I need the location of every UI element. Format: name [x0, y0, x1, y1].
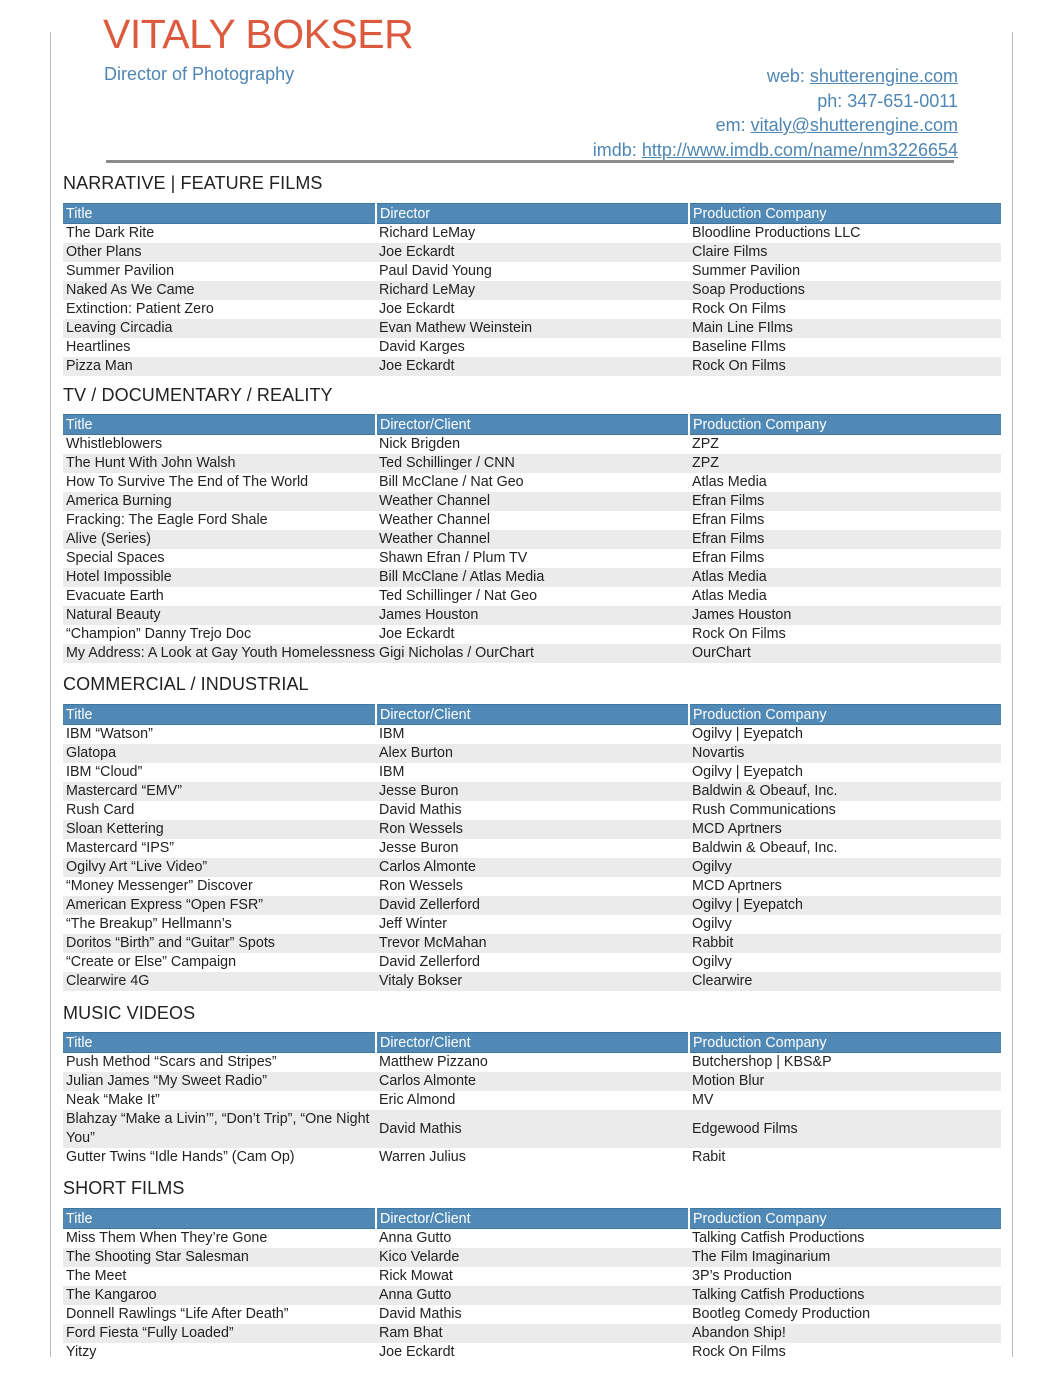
cell-production-company: Ogilvy | Eyepatch: [692, 764, 803, 780]
cell-production-company: Butchershop | KBS&P: [692, 1054, 832, 1070]
table-row: [63, 338, 1001, 357]
cell-production-company: Rabbit: [689, 934, 1001, 953]
cell-director: Weather Channel: [376, 530, 689, 549]
table-header-row: [63, 204, 1001, 224]
cell-title: Heartlines: [66, 339, 131, 355]
cell-director: Anna Gutto: [379, 1230, 452, 1246]
cell-title: American Express “Open FSR”: [63, 896, 376, 915]
cell-director: Nick Brigden: [379, 436, 461, 452]
table-row: [63, 1229, 1001, 1249]
cell-production-company: Ogilvy: [692, 954, 732, 970]
table-row: [63, 953, 1001, 972]
table-row: [63, 744, 1001, 763]
phone-value: 347-651-0011: [847, 90, 958, 111]
section-title-narrative-feature-films: NARRATIVE | FEATURE FILMS: [63, 173, 323, 193]
column-header-director-client: Director/Client: [376, 1033, 689, 1053]
table-row: [63, 915, 1001, 934]
cell-title: America Burning: [63, 492, 376, 511]
cell-director: Richard LeMay: [376, 281, 689, 300]
table-row: [63, 568, 1001, 587]
cell-production-company: Baldwin & Obeauf, Inc.: [689, 782, 1001, 801]
table-row: [63, 530, 1001, 549]
cell-director: Trevor McMahan: [376, 934, 689, 953]
table-row: [63, 262, 1001, 281]
column-header-production-company: Production Company: [689, 204, 1001, 224]
cell-director: David Zellerford: [379, 954, 480, 970]
cell-production-company: 3P’s Production: [692, 1268, 792, 1284]
resume-role: Director of Photography: [104, 64, 295, 84]
imdb-link[interactable]: http://www.imdb.com/name/nm3226654: [641, 139, 958, 160]
cell-title: Blahzay “Make a Livin’”, “Don’t Trip”, “One Night You”: [63, 1110, 376, 1148]
table-row: [63, 1072, 1001, 1091]
cell-production-company: MCD Aprtners: [689, 820, 1001, 839]
table-row: [63, 1091, 1001, 1110]
cell-production-company: Soap Productions: [689, 281, 1001, 300]
page-right-border: [1012, 32, 1013, 1357]
table-row: [63, 820, 1001, 839]
cell-director: James Houston: [376, 606, 689, 625]
cell-title: Naked As We Came: [63, 281, 376, 300]
cell-director: Jeff Winter: [379, 916, 448, 932]
cell-production-company: Atlas Media: [692, 474, 767, 490]
cell-production-company: James Houston: [689, 606, 1001, 625]
credits-table-commercial-industrial: [63, 704, 1001, 991]
table-row: [63, 300, 1001, 319]
table-header-row: [63, 1209, 1001, 1229]
table-row: [63, 1343, 1001, 1362]
cell-director: Bill McClane / Atlas Media: [376, 568, 689, 587]
cell-production-company: Baseline FIlms: [692, 339, 786, 355]
cell-production-company: ZPZ: [692, 436, 720, 452]
column-header-title: Title: [63, 705, 376, 725]
cell-production-company: MV: [692, 1092, 714, 1108]
cell-production-company: Talking Catfish Productions: [692, 1230, 865, 1246]
table-row: [63, 801, 1001, 820]
cell-title: Alive (Series): [63, 530, 376, 549]
cell-production-company: Ogilvy | Eyepatch: [692, 726, 803, 742]
table-row: [63, 1248, 1001, 1267]
column-header-production-company: Production Company: [689, 415, 1001, 435]
cell-director: IBM: [379, 764, 405, 780]
credits-table-narrative-feature-films: [63, 203, 1001, 376]
cell-director: Joe Eckardt: [376, 243, 689, 262]
contact-phone: ph: 347-651-0011: [817, 90, 958, 111]
table-row: [63, 511, 1001, 530]
cell-title: Mastercard “IPS”: [66, 840, 175, 856]
cell-title: Fracking: The Eagle Ford Shale: [66, 512, 268, 528]
column-header-production-company: Production Company: [689, 1033, 1001, 1053]
table-row: [63, 763, 1001, 782]
cell-production-company: Baldwin & Obeauf, Inc.: [692, 840, 838, 856]
table-header-row: [63, 705, 1001, 725]
cell-title: Rush Card: [66, 802, 135, 818]
cell-production-company: Clearwire: [689, 972, 1001, 991]
cell-production-company: Ogilvy: [689, 858, 1001, 877]
cell-director: Carlos Almonte: [376, 1072, 689, 1091]
cell-title: Clearwire 4G: [63, 972, 376, 991]
table-row: [63, 473, 1001, 492]
cell-production-company: Claire Films: [689, 243, 1001, 262]
cell-production-company: Efran Films: [689, 492, 1001, 511]
credits-table-tv-documentary-reality: [63, 414, 1001, 663]
cell-director: Evan Mathew Weinstein: [376, 319, 689, 338]
cell-title: Neak “Make It”: [66, 1092, 160, 1108]
cell-title: My Address: A Look at Gay Youth Homelessness: [63, 644, 376, 663]
web-link[interactable]: shutterengine.com: [809, 66, 958, 86]
cell-title: Ogilvy Art “Live Video”: [63, 858, 376, 877]
cell-title: The Shooting Star Salesman: [63, 1248, 376, 1267]
cell-director: Rick Mowat: [379, 1268, 453, 1284]
cell-production-company: Atlas Media: [692, 588, 767, 604]
table-row: [63, 1053, 1001, 1073]
section-title-tv-documentary-reality: TV / DOCUMENTARY / REALITY: [63, 385, 333, 405]
cell-production-company: OurChart: [689, 644, 1001, 663]
cell-director: Ted Schillinger / CNN: [376, 454, 689, 473]
cell-title: The Kangaroo: [63, 1286, 376, 1305]
cell-production-company: Talking Catfish Productions: [689, 1286, 1001, 1305]
cell-title: Glatopa: [63, 744, 376, 763]
cell-title: Julian James “My Sweet Radio”: [63, 1072, 376, 1091]
cell-production-company: Bootleg Comedy Production: [692, 1306, 871, 1322]
cell-production-company: Summer Pavilion: [692, 263, 801, 279]
contact-web: web: shutterengine.com: [766, 66, 958, 86]
cell-director: Warren Julius: [379, 1149, 466, 1165]
table-row: [63, 934, 1001, 953]
cell-director: Anna Gutto: [376, 1286, 689, 1305]
section-title-commercial-industrial: COMMERCIAL / INDUSTRIAL: [63, 674, 309, 694]
cell-production-company: Rock On Films: [692, 1344, 786, 1360]
cell-director: Ram Bhat: [376, 1324, 689, 1343]
table-row: [63, 224, 1001, 244]
table-row: [63, 357, 1001, 376]
table-row: [63, 606, 1001, 625]
cell-title: Doritos “Birth” and “Guitar” Spots: [63, 934, 376, 953]
column-header-production-company: Production Company: [689, 705, 1001, 725]
column-header-title: Title: [63, 1033, 376, 1053]
header-divider: [106, 160, 954, 163]
table-row: [63, 549, 1001, 568]
cell-production-company: The Film Imaginarium: [689, 1248, 1001, 1267]
cell-title: The Hunt With John Walsh: [63, 454, 376, 473]
table-row: [63, 1267, 1001, 1286]
cell-title: IBM “Watson”: [66, 726, 153, 742]
cell-director: Richard LeMay: [379, 225, 476, 241]
cell-title: Ford Fiesta “Fully Loaded”: [63, 1324, 376, 1343]
column-header-title: Title: [63, 415, 376, 435]
email-link[interactable]: vitaly@shutterengine.com: [750, 115, 958, 135]
cell-director: Jesse Buron: [376, 782, 689, 801]
cell-director: Ron Wessels: [376, 820, 689, 839]
cell-production-company: ZPZ: [689, 454, 1001, 473]
cell-title: Extinction: Patient Zero: [66, 301, 214, 317]
cell-title: Whistleblowers: [66, 436, 163, 452]
cell-director: Ted Schillinger / Nat Geo: [379, 588, 538, 604]
cell-production-company: Ogilvy | Eyepatch: [689, 896, 1001, 915]
table-row: [63, 972, 1001, 991]
cell-title: “The Breakup” Hellmann’s: [66, 916, 232, 932]
cell-title: Other Plans: [63, 243, 376, 262]
table-header-row: [63, 1033, 1001, 1053]
cell-director: David Mathis: [376, 1110, 689, 1148]
cell-director: David Mathis: [379, 802, 462, 818]
table-row: [63, 858, 1001, 877]
cell-director: Alex Burton: [376, 744, 689, 763]
cell-title: Natural Beauty: [63, 606, 376, 625]
cell-director: Weather Channel: [379, 512, 491, 528]
table-row: [63, 1110, 1001, 1148]
table-row: [63, 1286, 1001, 1305]
column-header-title: Title: [63, 204, 376, 224]
table-row: [63, 454, 1001, 473]
cell-title: Pizza Man: [63, 357, 376, 376]
table-row: [63, 587, 1001, 606]
cell-production-company: MCD Aprtners: [692, 878, 782, 894]
table-header-row: [63, 415, 1001, 435]
cell-title: Sloan Kettering: [63, 820, 376, 839]
cell-production-company: Atlas Media: [689, 568, 1001, 587]
cell-director: Joe Eckardt: [379, 626, 455, 642]
cell-director: Matthew Pizzano: [379, 1054, 488, 1070]
cell-title: “Champion” Danny Trejo Doc: [66, 626, 252, 642]
cell-title: Hotel Impossible: [63, 568, 376, 587]
cell-title: Miss Them When They’re Gone: [66, 1230, 268, 1246]
cell-title: The Dark Rite: [66, 225, 155, 241]
table-row: [63, 877, 1001, 896]
cell-title: Gutter Twins “Idle Hands” (Cam Op): [66, 1149, 295, 1165]
cell-director: Bill McClane / Nat Geo: [379, 474, 524, 490]
column-header-director: Director: [376, 204, 689, 224]
cell-title: Leaving Circadia: [63, 319, 376, 338]
column-header-director-client: Director/Client: [376, 705, 689, 725]
cell-title: Special Spaces: [66, 550, 165, 566]
cell-director: Gigi Nicholas / OurChart: [376, 644, 689, 663]
cell-director: Eric Almond: [379, 1092, 456, 1108]
column-header-production-company: Production Company: [689, 1209, 1001, 1229]
cell-production-company: Efran Films: [692, 550, 765, 566]
table-row: [63, 1305, 1001, 1324]
table-row: [63, 644, 1001, 663]
cell-production-company: Efran Films: [689, 530, 1001, 549]
cell-title: The Meet: [66, 1268, 127, 1284]
cell-production-company: Edgewood Films: [689, 1110, 1001, 1148]
section-title-short-films: SHORT FILMS: [63, 1178, 185, 1198]
table-row: [63, 839, 1001, 858]
cell-title: Evacuate Earth: [66, 588, 164, 604]
table-row: [63, 435, 1001, 455]
cell-production-company: Ogilvy: [692, 916, 732, 932]
cell-director: Joe Eckardt: [376, 357, 689, 376]
page-left-border: [50, 32, 51, 1357]
cell-director: Weather Channel: [376, 492, 689, 511]
table-row: [63, 281, 1001, 300]
cell-director: Shawn Efran / Plum TV: [379, 550, 528, 566]
cell-production-company: Rock On Films: [689, 357, 1001, 376]
table-row: [63, 243, 1001, 262]
table-row: [63, 1324, 1001, 1343]
column-header-title: Title: [63, 1209, 376, 1229]
cell-title: How To Survive The End of The World: [66, 474, 309, 490]
credits-table-short-films: [63, 1208, 1001, 1362]
cell-production-company: Efran Films: [692, 512, 765, 528]
cell-director: David Mathis: [379, 1306, 462, 1322]
cell-director: David Karges: [379, 339, 465, 355]
cell-director: Carlos Almonte: [376, 858, 689, 877]
cell-title: “Money Messenger” Discover: [66, 878, 253, 894]
cell-production-company: Rock On Films: [692, 626, 786, 642]
cell-title: Summer Pavilion: [66, 263, 175, 279]
cell-title: Yitzy: [66, 1344, 97, 1360]
cell-production-company: Rush Communications: [692, 802, 836, 818]
cell-title: Mastercard “EMV”: [63, 782, 376, 801]
cell-production-company: Abandon Ship!: [689, 1324, 1001, 1343]
table-row: [63, 896, 1001, 915]
resume-name: VITALY BOKSER: [103, 11, 414, 57]
cell-director: Kico Velarde: [376, 1248, 689, 1267]
column-header-director-client: Director/Client: [376, 415, 689, 435]
cell-title: Push Method “Scars and Stripes”: [66, 1054, 277, 1070]
contact-imdb: imdb: http://www.imdb.com/name/nm3226654: [592, 139, 958, 160]
table-row: [63, 725, 1001, 745]
table-row: [63, 782, 1001, 801]
cell-director: Jesse Buron: [379, 840, 459, 856]
cell-director: Joe Eckardt: [379, 301, 455, 317]
column-header-director-client: Director/Client: [376, 1209, 689, 1229]
table-row: [63, 319, 1001, 338]
cell-director: Paul David Young: [379, 263, 492, 279]
cell-director: Joe Eckardt: [379, 1344, 455, 1360]
cell-title: IBM “Cloud”: [66, 764, 143, 780]
cell-director: David Zellerford: [376, 896, 689, 915]
cell-production-company: Motion Blur: [689, 1072, 1001, 1091]
cell-production-company: Rock On Films: [692, 301, 786, 317]
credits-table-music-videos: [63, 1032, 1001, 1167]
section-title-music-videos: MUSIC VIDEOS: [63, 1003, 196, 1023]
table-row: [63, 1148, 1001, 1167]
cell-director: Vitaly Bokser: [376, 972, 689, 991]
table-row: [63, 625, 1001, 644]
cell-director: IBM: [379, 726, 405, 742]
cell-production-company: Bloodline Productions LLC: [692, 225, 861, 241]
cell-production-company: Main Line FIlms: [689, 319, 1001, 338]
table-row: [63, 492, 1001, 511]
contact-block: [593, 64, 958, 162]
contact-email: em: vitaly@shutterengine.com: [715, 115, 958, 135]
cell-production-company: Rabit: [692, 1149, 726, 1165]
cell-director: Ron Wessels: [379, 878, 463, 894]
cell-title: Donnell Rawlings “Life After Death”: [66, 1306, 289, 1322]
cell-title: “Create or Else” Campaign: [66, 954, 237, 970]
cell-production-company: Novartis: [689, 744, 1001, 763]
